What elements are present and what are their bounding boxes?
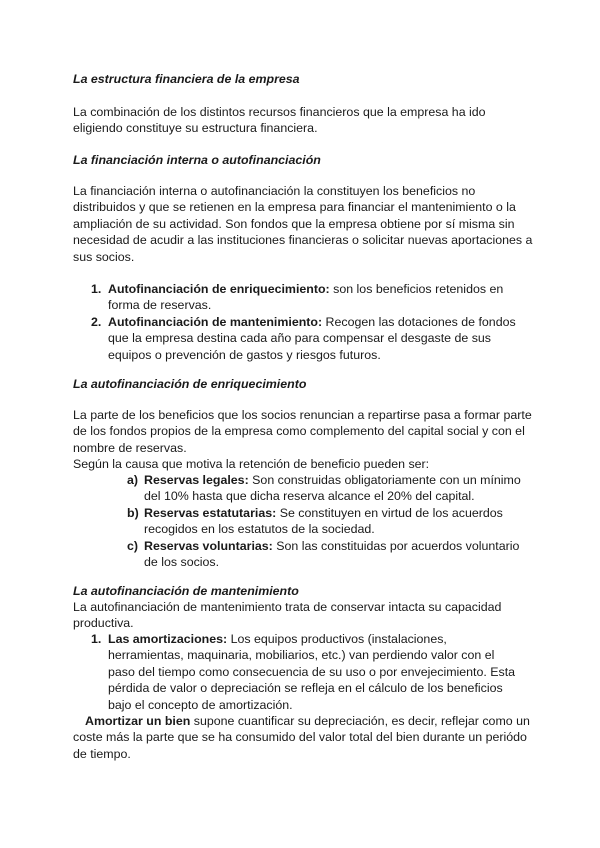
list-item-term: Reservas voluntarias:	[144, 538, 273, 553]
paragraph-estructura: La combinación de los distintos recursos financieros que la empresa ha ido eligiendo constituye su estructura financiera.	[73, 105, 486, 136]
list-item-text: son los beneficios retenidos en forma de reservas.	[108, 282, 504, 313]
list-item-text: Son construidas obligatoriamente con un mínimo del 10% hasta que dicha reserva alcance el 20% del capital.	[144, 473, 521, 504]
section-interna-body	[73, 183, 535, 265]
paragraph-amortizar	[73, 713, 535, 762]
list-item	[91, 631, 523, 713]
list-item-letter: b)	[127, 505, 139, 520]
section-estructura-body	[73, 104, 535, 137]
heading-mantenimiento: La autofinanciación de mantenimiento	[73, 584, 299, 598]
list-item-letter: a)	[127, 473, 139, 487]
section-mantenimiento-final	[73, 713, 535, 762]
paragraph-interna: La financiación interna o autofinanciación la constituyen los beneficios no distribuidos y que se retienen en la empresa para financiar el mantenimiento o la ampliación de su actividad. Son fondos que la empresa obtiene por sí misma sin necesidad de acudir a las instituciones financieras o solicitar nuevas aportaciones a sus socios.	[73, 184, 533, 264]
paragraph-mantenimiento: La autofinanciación de mantenimiento trata de conservar intacta su capacidad productiva.	[73, 600, 502, 631]
list-item-number: 1.	[91, 632, 102, 646]
amortizar-term: Amortizar un bien	[85, 714, 191, 728]
heading-estructura: La estructura financiera de la empresa	[73, 72, 300, 86]
amortizar-text: supone cuantificar su depreciación, es decir, reflejar como un coste más la parte que se ha consumido del valor total del bien durante un periódo de tiempo.	[73, 714, 530, 761]
list-reservas	[127, 472, 522, 570]
list-item	[127, 538, 522, 571]
section-estructura	[73, 71, 535, 87]
section-interna	[73, 152, 535, 168]
list-item-term: Autofinanciación de mantenimiento:	[108, 314, 323, 329]
list-item-term: Las amortizaciones:	[108, 632, 228, 646]
list-item-text: Los equipos productivos (instalaciones, herramientas, maquinaria, mobiliarios, etc.) van perdiendo valor con el paso del tiempo como consecuencia de su uso o por envejecimiento. Esta pérdida de valor o depreciación se refleja en el cálculo de los beneficios bajo el concepto de amortización.	[108, 632, 516, 712]
list-item-text: Se constituyen en virtud de los acuerdos recogidos en los estatutos de la sociedad.	[144, 505, 503, 537]
list-autofinanciacion	[91, 281, 521, 363]
heading-enriquecimiento: La autofinanciación de enriquecimiento	[73, 377, 307, 391]
heading-interna: La financiación interna o autofinanciación	[73, 153, 321, 167]
list-amortizaciones	[91, 631, 523, 713]
paragraph-enriquecimiento-2: Según la causa que motiva la retención de beneficio pueden ser:	[73, 457, 430, 472]
list-item-number: 2.	[91, 314, 102, 329]
list-item	[127, 505, 522, 538]
list-item-number: 1.	[91, 282, 102, 296]
section-enriquecimiento-body	[73, 407, 538, 473]
list-item-text: Son las constituidas por acuerdos voluntario de los socios.	[144, 538, 520, 570]
list-item-letter: c)	[127, 538, 139, 553]
list-item-text: Recogen las dotaciones de fondos que la empresa destina cada año para compensar el desgaste de sus equipos o prevención de gastos y riesgos futuros.	[108, 314, 516, 362]
paragraph-enriquecimiento: La parte de los beneficios que los socios renuncian a repartirse pasa a formar parte de los fondos propios de la empresa como complemento del capital social y con el nombre de reservas.	[73, 408, 532, 455]
list-item	[127, 472, 522, 505]
list-item	[91, 314, 521, 363]
section-mantenimiento	[73, 583, 535, 599]
list-item-term: Autofinanciación de enriquecimiento:	[108, 282, 330, 296]
list-item	[91, 281, 521, 314]
list-item-term: Reservas legales:	[144, 473, 249, 487]
section-mantenimiento-body	[73, 599, 513, 632]
list-item-term: Reservas estatutarias:	[144, 505, 277, 520]
section-enriquecimiento	[73, 376, 535, 392]
